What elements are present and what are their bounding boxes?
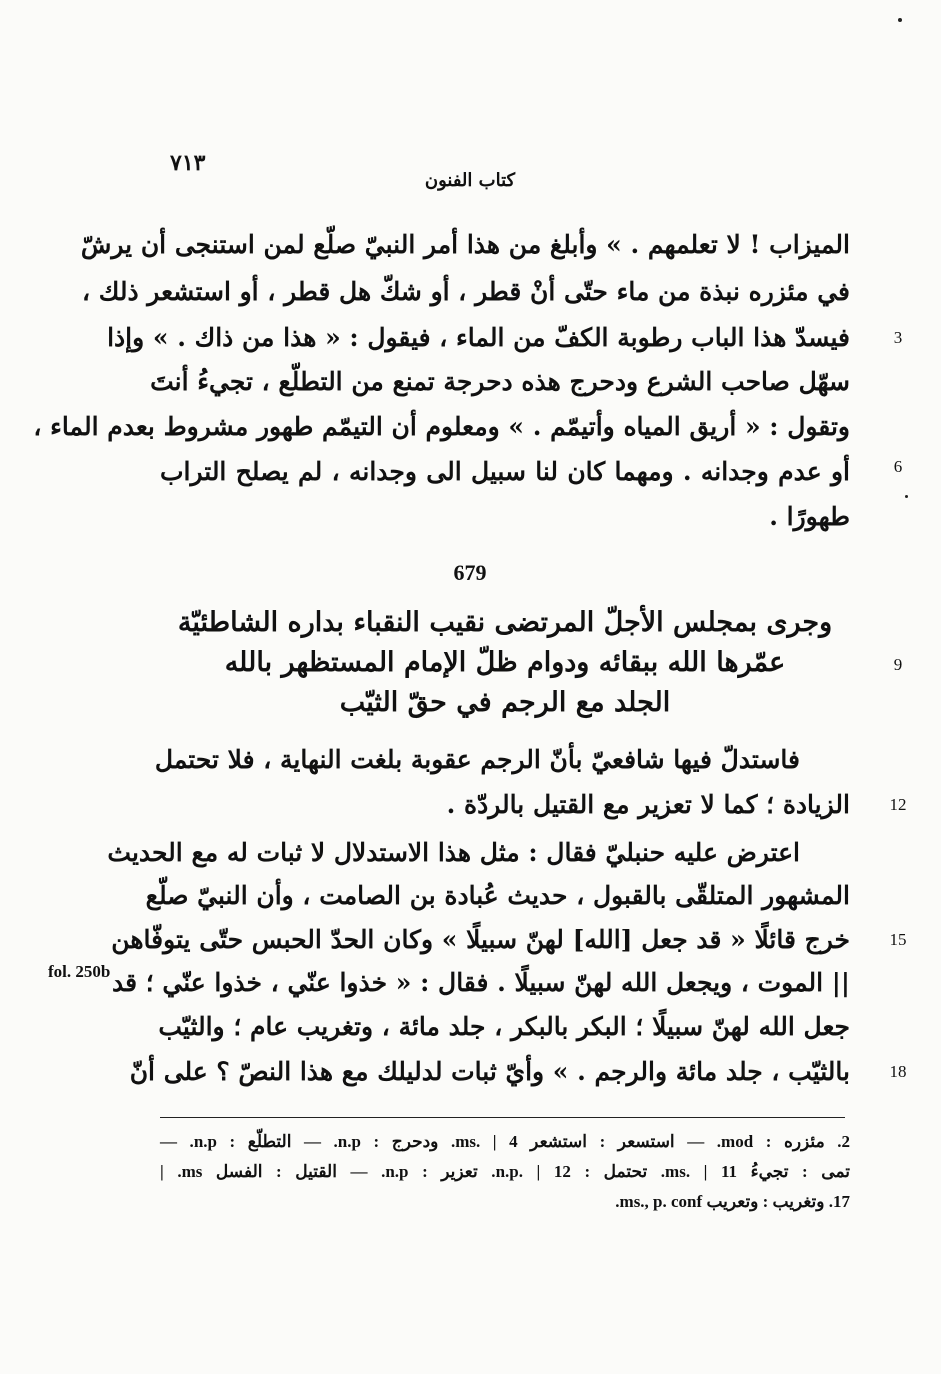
text-line: وتقول : « أريق المياه وأتيمّم . » ومعلوم أن التيمّم طهور مشروط بعدم الماء ،: [33, 412, 850, 441]
text-line: سهّل صاحب الشرع ودحرج هذه دحرجة تمنع من التطلّع ، تجيءُ أنتَ: [150, 367, 850, 396]
folio-note: fol. 250b: [48, 962, 111, 981]
footnote-line: تمى : تجيءُ ms. | 11. تحتمل : n.p. | 12. تعزير : n.p. — القتيل : الفسل ms. |: [160, 1162, 851, 1181]
footnote-line: 2. مئزره : mod. — استسعر : استشعر ms. | 4. ودحرج : n.p. — التطلّع : n.p. —: [160, 1132, 850, 1151]
scan-speck: [898, 18, 902, 22]
text-line: بالثيّب ، جلد مائة والرجم . » وأيّ ثبات لدليلك مع هذا النصّ ؟ على أنّ: [129, 1057, 850, 1086]
footnote-line: 17. وتغريب : وتعريب ms., p. conf.: [615, 1192, 850, 1211]
line-number: 9: [893, 655, 903, 674]
text-line: الميزاب ! لا تعلمهم . » وأبلغ من هذا أمر النبيّ صلّع لمن استنجى أن يرشّ: [80, 230, 850, 259]
section-number: 679: [453, 560, 487, 585]
text-line: الزيادة ؛ كما لا تعزير مع القتيل بالردّة .: [446, 790, 850, 819]
running-title: كتاب الفنون: [424, 170, 516, 191]
heading-line: وجرى بمجلس الأجلّ المرتضى نقيب النقباء بداره الشاطئيّة: [177, 607, 833, 638]
text-line: طهورًا .: [769, 502, 850, 531]
text-line: في مئزره نبذة من ماء حتّى أنْ قطر ، أو شكّ هل قطر ، أو استشعر ذلك ،: [82, 277, 850, 306]
text-line: فاستدلّ فيها شافعيّ بأنّ الرجم عقوبة بلغت النهاية ، فلا تحتمل: [154, 745, 800, 774]
line-number: 3: [893, 328, 903, 347]
heading-line: الجلد مع الرجم في حقّ الثيّب: [339, 687, 671, 718]
line-number: 15: [889, 930, 907, 949]
text-line: فيسدّ هذا الباب رطوبة الكفّ من الماء ، فيقول : « هذا من ذاك . » وإذا: [107, 323, 850, 352]
text-line: || الموت ، ويجعل الله لهنّ سبيلًا . فقال : « خذوا عنّي ، خذوا عنّي ؛ قد: [111, 968, 850, 997]
text-line: أو عدم وجدانه . ومهما كان لنا سبيل الى وجدانه ، لم يصلح التراب: [160, 457, 850, 486]
text-line: اعترض عليه حنبليّ فقال : مثل هذا الاستدلال لا ثبات له مع الحديث: [107, 838, 800, 867]
heading-line: عمّرها الله ببقائه ودوام ظلّ الإمام المستظهر بالله: [224, 647, 786, 678]
page-number: ٧١٣: [170, 150, 206, 176]
line-number: 12: [889, 795, 907, 814]
text-line: جعل الله لهنّ سبيلًا ؛ البكر بالبكر ، جلد مائة ، وتغريب عام ؛ والثيّب: [158, 1012, 850, 1041]
text-line: خرج قائلًا « قد جعل [الله] لهنّ سبيلًا » وكان الحدّ الحبس حتّى يتوفّاهن: [111, 925, 850, 954]
scan-speck: [905, 495, 908, 498]
line-number: 18: [889, 1062, 907, 1081]
text-line: المشهور المتلقّى بالقبول ، حديث عُبادة بن الصامت ، وأن النبيّ صلّع: [145, 881, 850, 910]
footnote-rule: [160, 1117, 845, 1118]
line-number: 6: [893, 457, 903, 476]
